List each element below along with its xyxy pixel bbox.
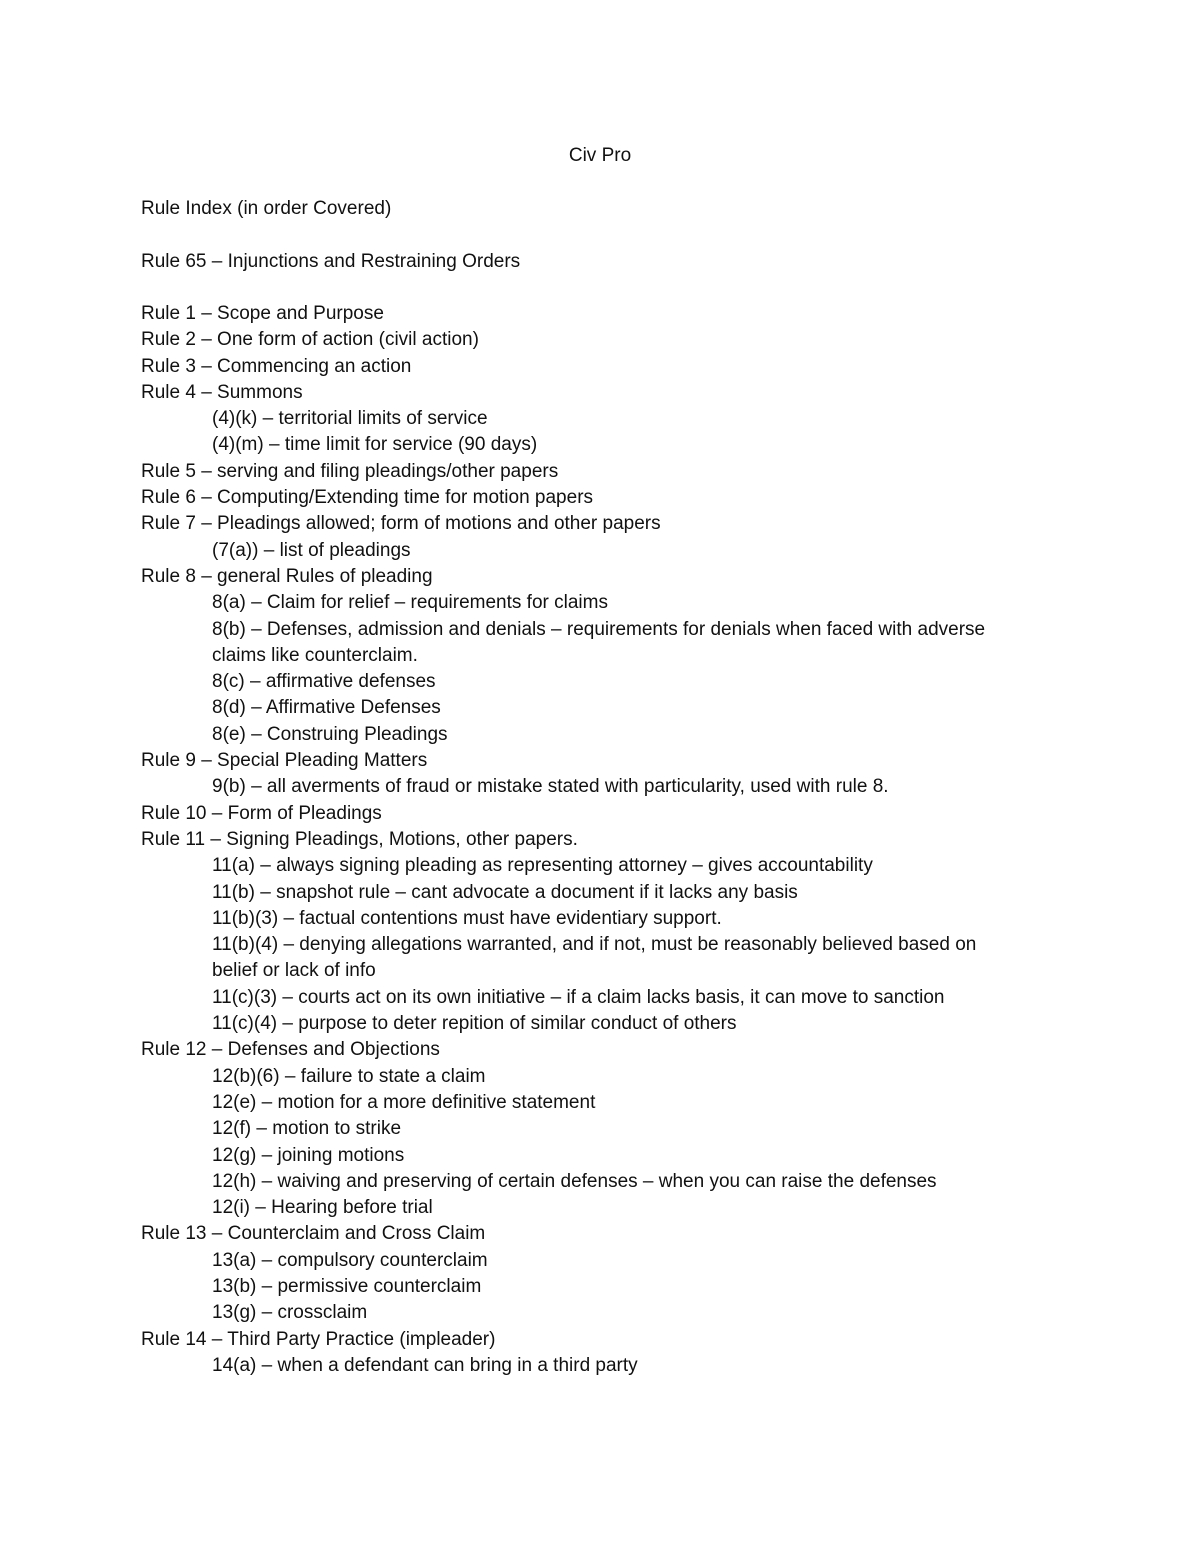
rule-item: Rule 14 – Third Party Practice (impleader): [141, 1328, 496, 1350]
subrule-item: (4)(m) – time limit for service (90 days): [212, 434, 538, 456]
subrule-item: 8(e) – Construing Pleadings: [212, 723, 448, 745]
rule-item: Rule 2 – One form of action (civil action): [141, 329, 479, 351]
rule-item: Rule 1 – Scope and Purpose: [141, 303, 384, 324]
subrule-item: 13(g) – crossclaim: [212, 1302, 368, 1324]
document-title: Civ Pro: [568, 145, 632, 166]
subrule-item: 12(e) – motion for a more definitive statement: [212, 1091, 596, 1113]
rule-item: Rule 10 – Form of Pleadings: [141, 802, 382, 824]
subrule-item: 13(a) – compulsory counterclaim: [212, 1249, 488, 1271]
rule-item: Rule 8 – general Rules of pleading: [141, 565, 433, 587]
rule-item: Rule 9 – Special Pleading Matters: [141, 750, 428, 772]
subrule-item: 12(i) – Hearing before trial: [212, 1197, 433, 1219]
subrule-item: 11(c)(4) – purpose to deter repition of similar conduct of others: [212, 1013, 737, 1035]
subrule-item: (4)(k) – territorial limits of service: [212, 408, 488, 430]
rule-item: Rule 5 – serving and filing pleadings/other papers: [141, 460, 559, 482]
rule-item: Rule 6 – Computing/Extending time for motion papers: [141, 487, 594, 509]
subrule-item: 8(b) – Defenses, admission and denials – requirements for denials when faced with adverse claims like counterclaim.: [212, 618, 986, 666]
subrule-item: 12(f) – motion to strike: [212, 1118, 402, 1140]
document-subtitle: Rule Index (in order Covered): [141, 198, 392, 219]
subrule-item: 12(h) – waiving and preserving of certain defenses – when you can raise the defenses: [212, 1170, 937, 1192]
rule-item: Rule 13 – Counterclaim and Cross Claim: [141, 1223, 486, 1245]
subrule-item: 13(b) – permissive counterclaim: [212, 1275, 482, 1297]
subrule-item: 11(a) – always signing pleading as representing attorney – gives accountability: [212, 855, 873, 877]
subrule-item: 8(d) – Affirmative Defenses: [212, 697, 441, 719]
subrule-item: 12(g) – joining motions: [212, 1144, 405, 1166]
subrule-item: 12(b)(6) – failure to state a claim: [212, 1065, 486, 1087]
rule-item: Rule 3 – Commencing an action: [141, 355, 412, 377]
subrule-item: 11(b)(4) – denying allegations warranted, and if not, must be reasonably believed based on belief or lack of info: [212, 934, 977, 982]
subrule-item: (7(a)) – list of pleadings: [212, 539, 411, 561]
subrule-item: 9(b) – all averments of fraud or mistake stated with particularity, used with rule 8.: [212, 776, 889, 798]
subrule-item: 8(a) – Claim for relief – requirements for claims: [212, 592, 608, 614]
rule-index-list: [141, 301, 1021, 1379]
subrule-item: 14(a) – when a defendant can bring in a third party: [212, 1354, 638, 1376]
subrule-item: 11(c)(3) – courts act on its own initiative – if a claim lacks basis, it can move to sanction: [212, 986, 945, 1008]
rule-item: Rule 4 – Summons: [141, 381, 303, 403]
rule-item: Rule 12 – Defenses and Objections: [141, 1039, 440, 1061]
subrule-item: 8(c) – affirmative defenses: [212, 671, 436, 693]
rule-item: Rule 7 – Pleadings allowed; form of motions and other papers: [141, 513, 661, 535]
lead-rule: Rule 65 – Injunctions and Restraining Orders: [141, 251, 521, 272]
subrule-item: 11(b) – snapshot rule – cant advocate a document if it lacks any basis: [212, 881, 798, 903]
rule-item: Rule 11 – Signing Pleadings, Motions, other papers.: [141, 828, 578, 850]
subrule-item: 11(b)(3) – factual contentions must have evidentiary support.: [212, 907, 722, 929]
